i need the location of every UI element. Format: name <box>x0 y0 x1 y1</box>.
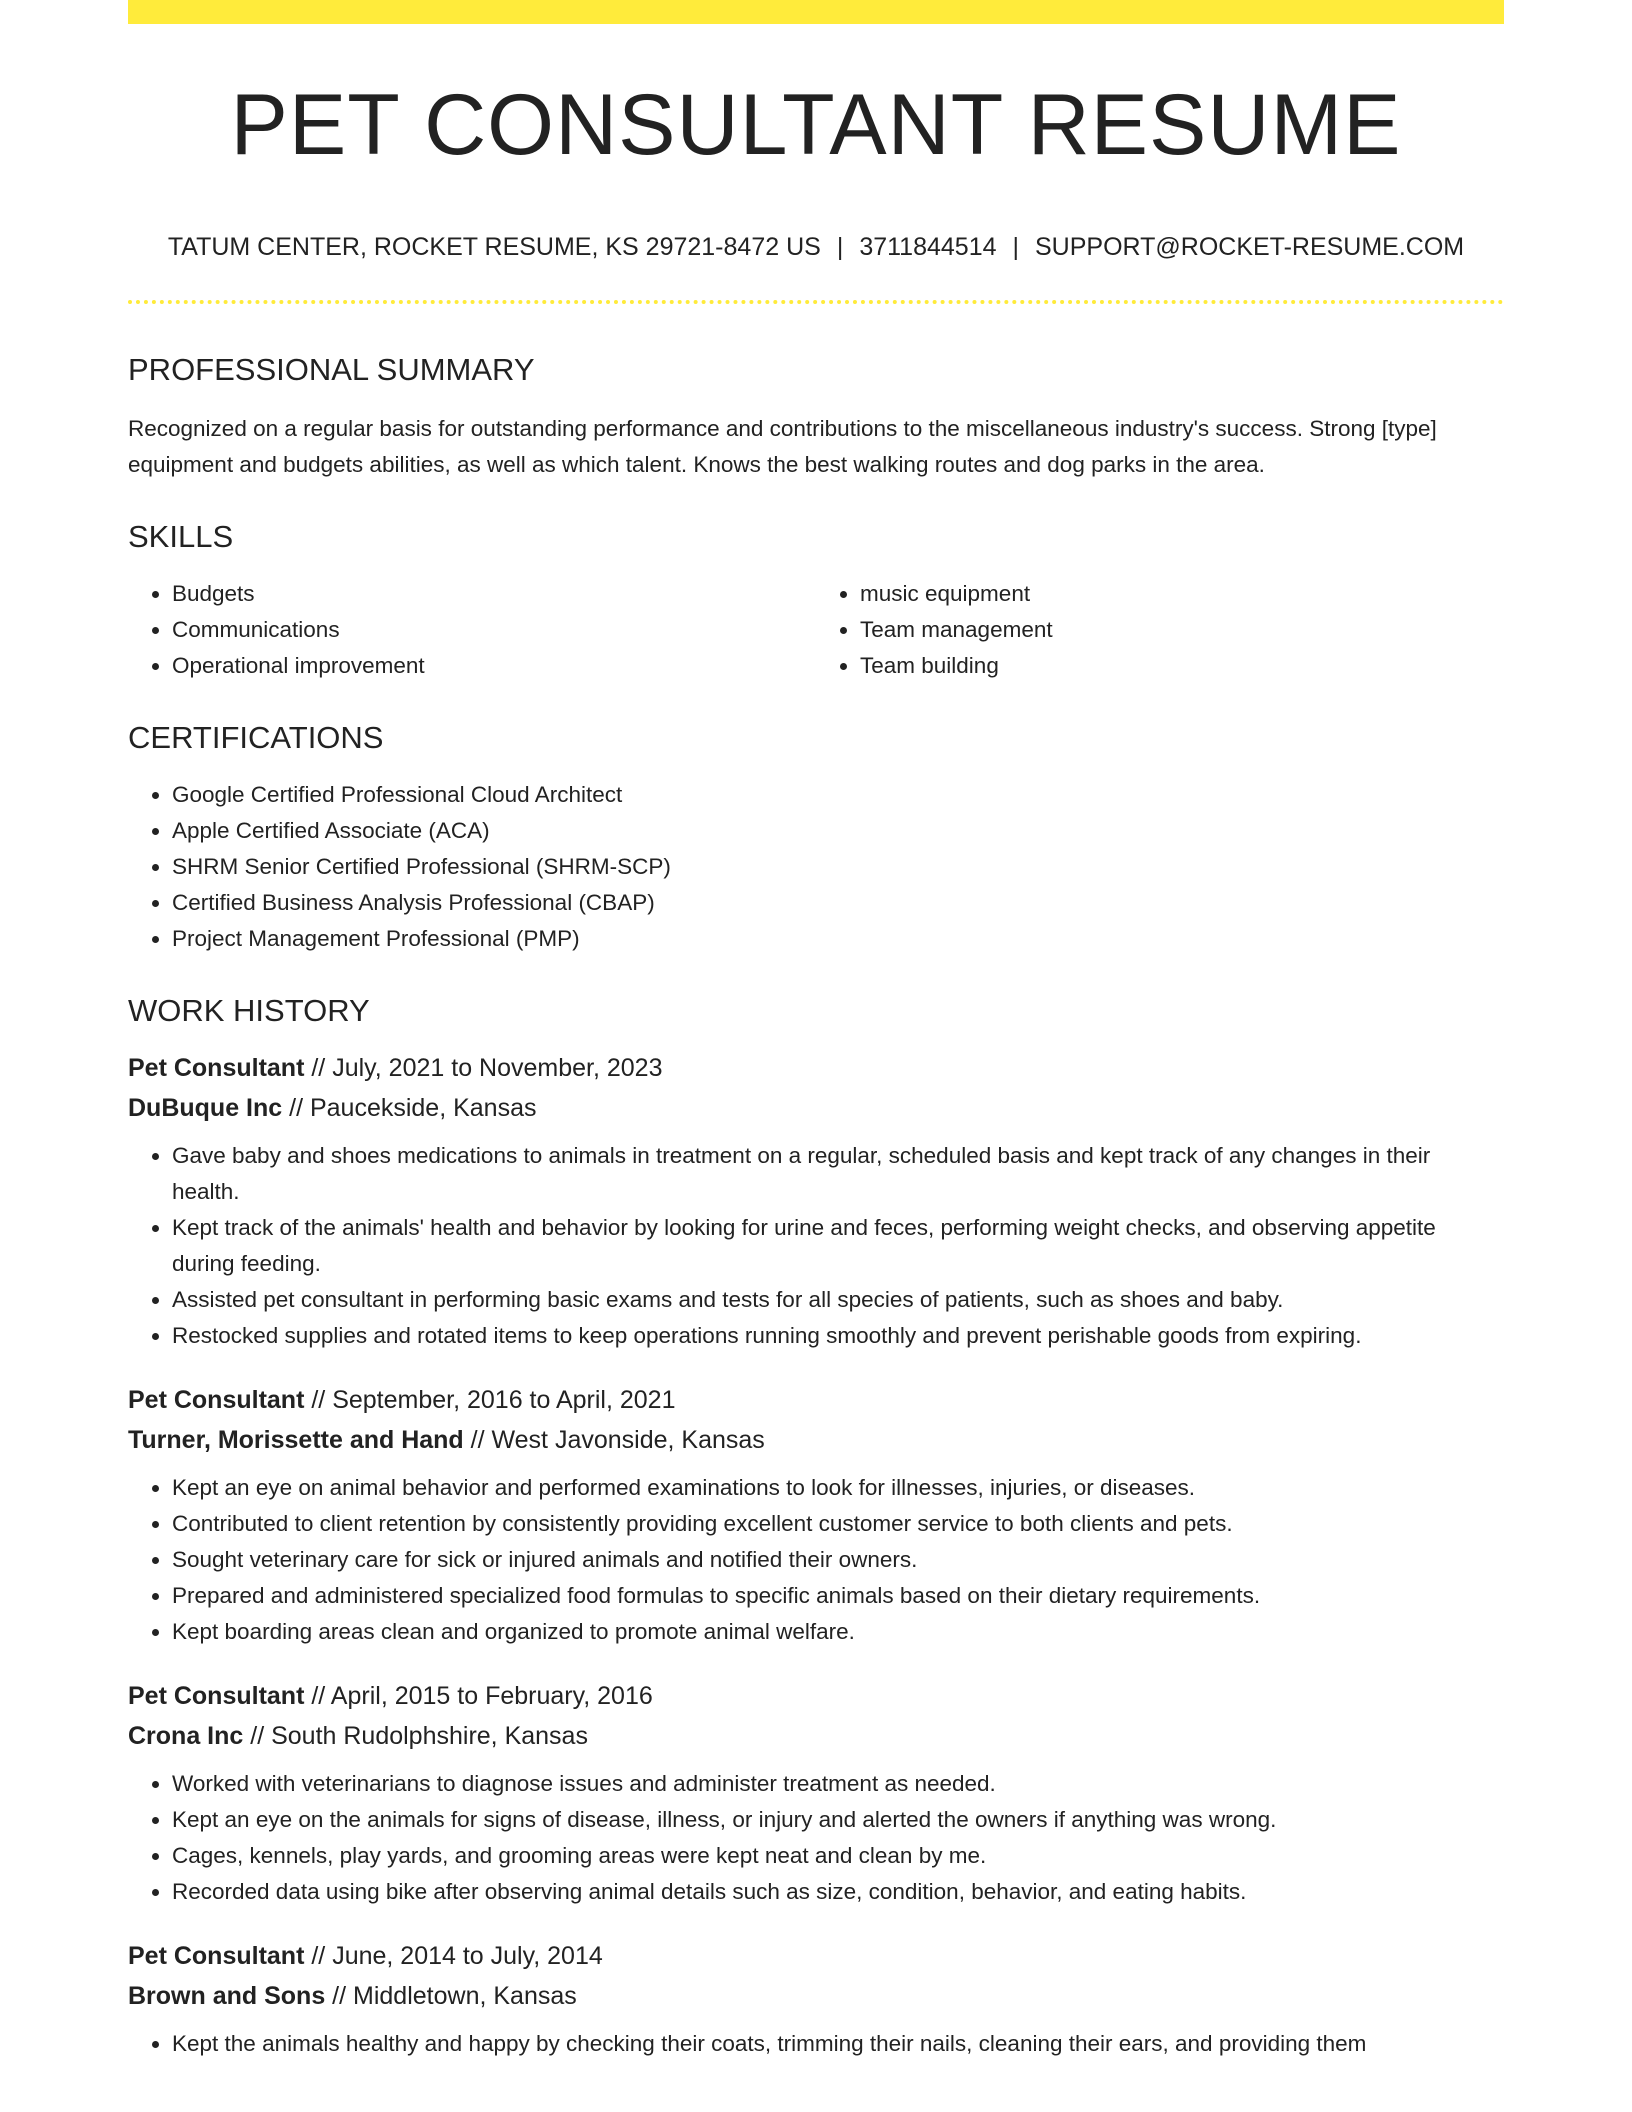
job-bullet: • Kept the animals healthy and happy by checking their coats, trimming their nails, cleaning their ears, and providing them <box>172 2026 1504 2062</box>
certification-item: • Apple Certified Associate (ACA) <box>172 813 1504 849</box>
job-company: Turner, Morissette and Hand <box>128 1426 464 1454</box>
certification-item: • Google Certified Professional Cloud Architect <box>172 777 1504 813</box>
job-bullet: • Sought veterinary care for sick or injured animals and notified their owners. <box>172 1542 1504 1578</box>
job-title-line <box>128 1676 1504 1716</box>
summary-section <box>128 354 1504 483</box>
contact-separator: | <box>1012 233 1019 261</box>
job-company-line <box>128 1716 1504 1756</box>
job-company-line <box>128 1088 1504 1128</box>
certification-item: • Project Management Professional (PMP) <box>172 921 1504 957</box>
job-dates: // June, 2014 to July, 2014 <box>304 1942 603 1970</box>
job-bullet: • Recorded data using bike after observing animal details such as size, condition, behavior, and eating habits. <box>172 1874 1504 1910</box>
job-company: DuBuque Inc <box>128 1094 283 1122</box>
summary-text: Recognized on a regular basis for outstanding performance and contributions to the miscellaneous industry's success. Strong [type] equipment and budgets abilities, as well as which talent. Knows the best walking routes and dog parks in the area. <box>128 416 1437 477</box>
job-location: // Paucekside, Kansas <box>282 1094 537 1122</box>
job-company-line <box>128 1976 1504 2016</box>
skill-item: • Team management <box>860 612 1504 648</box>
job-location: // South Rudolphshire, Kansas <box>243 1722 588 1750</box>
job-company: Brown and Sons <box>128 1982 326 2010</box>
skill-item: • Team building <box>860 648 1504 684</box>
job-bullet: • Kept boarding areas clean and organized to promote animal welfare. <box>172 1614 1504 1650</box>
contact-separator: | <box>836 233 844 261</box>
job-entry <box>128 1380 1504 1650</box>
job-bullet: • Assisted pet consultant in performing basic exams and tests for all species of patients, such as shoes and baby. <box>172 1282 1504 1318</box>
skill-item: • Budgets <box>172 576 816 612</box>
job-bullet: • Contributed to client retention by consistently providing excellent customer service to both clients and pets. <box>172 1506 1504 1542</box>
skill-item: • Communications <box>172 612 816 648</box>
job-bullets <box>128 1766 1504 1910</box>
job-title-line <box>128 1048 1504 1088</box>
job-bullets <box>128 1138 1504 1354</box>
contact-line <box>128 232 1504 262</box>
skills-grid <box>128 576 1504 684</box>
resume-page <box>128 0 1504 2062</box>
contact-phone: 3711844514 <box>859 233 997 261</box>
contact-address: TATUM CENTER, ROCKET RESUME, KS 29721-8472 US <box>167 233 821 261</box>
job-bullet: • Prepared and administered specialized food formulas to specific animals based on their dietary requirements. <box>172 1578 1504 1614</box>
skill-item: • music equipment <box>860 576 1504 612</box>
job-bullet: • Kept track of the animals' health and behavior by looking for urine and feces, performing weight checks, and observing appetite during feeding. <box>172 1210 1504 1282</box>
job-bullet: • Worked with veterinarians to diagnose issues and administer treatment as needed. <box>172 1766 1504 1802</box>
job-entry <box>128 1676 1504 1910</box>
work-history-heading: WORK HISTORY <box>128 993 370 1028</box>
job-bullet: • Kept an eye on the animals for signs of disease, illness, or injury and alerted the owners if anything was wrong. <box>172 1802 1504 1838</box>
job-title: Pet Consultant <box>128 1942 305 1970</box>
job-title-line <box>128 1936 1504 1976</box>
job-bullet: • Gave baby and shoes medications to animals in treatment on a regular, scheduled basis and kept track of any changes in their health. <box>172 1138 1504 1210</box>
job-dates: // July, 2021 to November, 2023 <box>304 1054 663 1082</box>
job-bullet: • Restocked supplies and rotated items to keep operations running smoothly and prevent perishable goods from expiring. <box>172 1318 1504 1354</box>
job-bullet: • Kept an eye on animal behavior and performed examinations to look for illnesses, injuries, or diseases. <box>172 1470 1504 1506</box>
certifications-list <box>128 777 1504 957</box>
skills-list-right <box>816 576 1504 684</box>
certification-item: • Certified Business Analysis Professional (CBAP) <box>172 885 1504 921</box>
contact-email: SUPPORT@ROCKET-RESUME.COM <box>1035 233 1465 261</box>
skills-list-left <box>128 576 816 684</box>
resume-title: PET CONSULTANT RESUME <box>230 77 1402 173</box>
job-company: Crona Inc <box>128 1722 244 1750</box>
job-dates: // April, 2015 to February, 2016 <box>304 1682 653 1710</box>
top-accent-bar <box>128 0 1504 24</box>
summary-heading: PROFESSIONAL SUMMARY <box>128 352 535 387</box>
job-title-line <box>128 1380 1504 1420</box>
job-bullets <box>128 2026 1504 2062</box>
certifications-section <box>128 722 1504 957</box>
dotted-divider <box>128 300 1504 304</box>
job-title: Pet Consultant <box>128 1054 305 1082</box>
job-title: Pet Consultant <box>128 1386 305 1414</box>
job-bullet: • Cages, kennels, play yards, and grooming areas were kept neat and clean by me. <box>172 1838 1504 1874</box>
job-title: Pet Consultant <box>128 1682 305 1710</box>
job-entry <box>128 1048 1504 1354</box>
certification-item: • SHRM Senior Certified Professional (SHRM-SCP) <box>172 849 1504 885</box>
skill-item: • Operational improvement <box>172 648 816 684</box>
job-location: // Middletown, Kansas <box>325 1982 577 2010</box>
job-bullets <box>128 1470 1504 1650</box>
job-company-line <box>128 1420 1504 1460</box>
work-history-section <box>128 995 1504 2062</box>
skills-section <box>128 521 1504 684</box>
job-dates: // September, 2016 to April, 2021 <box>304 1386 676 1414</box>
job-location: // West Javonside, Kansas <box>463 1426 765 1454</box>
certifications-heading: CERTIFICATIONS <box>128 720 384 755</box>
skills-heading: SKILLS <box>128 519 234 554</box>
job-entry <box>128 1936 1504 2062</box>
